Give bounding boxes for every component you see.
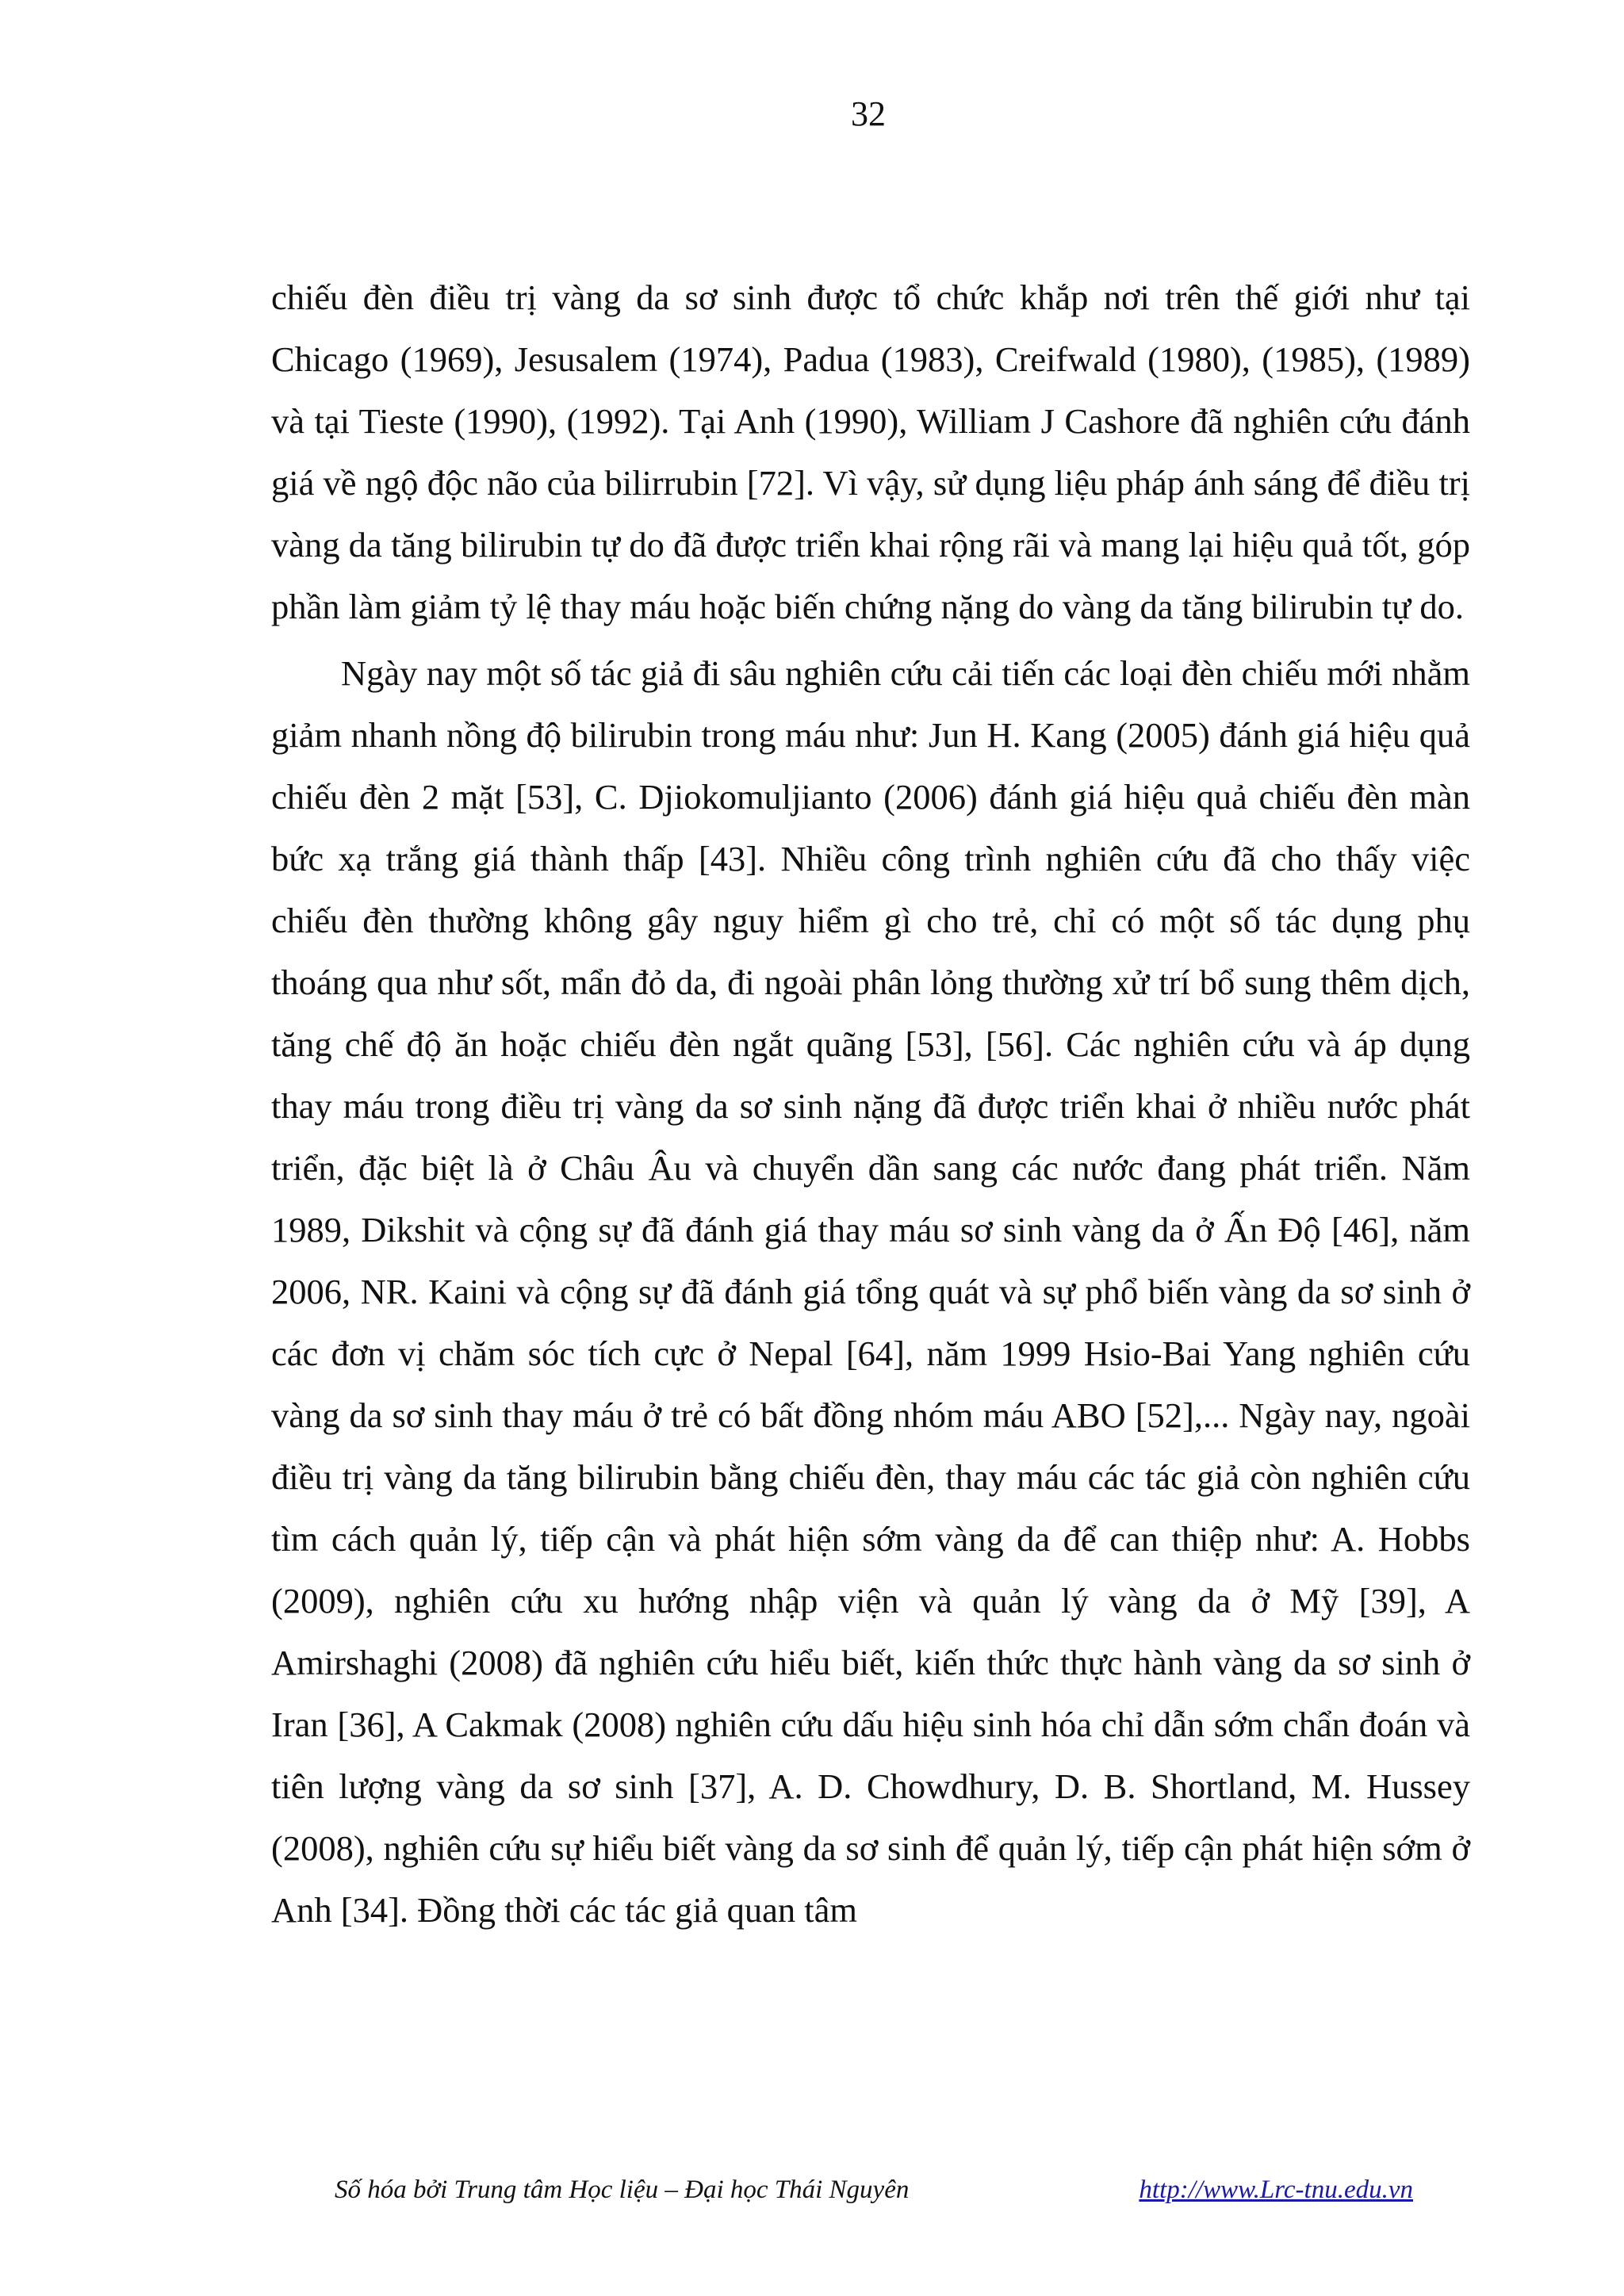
body-paragraph: Ngày nay một số tác giả đi sâu nghiên cứu cải tiến các loại đèn chiếu mới nhằm giảm nhanh nồng độ bilirubin trong máu như: Jun H. Kang (2005) đánh giá hiệu quả chiếu đèn 2 mặt [53], C. Djiokomuljianto (2006) đánh giá hiệu quả chiếu đèn màn bức xạ trắng giá thành thấp [43]. Nhiều công trình nghiên cứu đã cho thấy việc chiếu đèn thường không gây nguy hiểm gì cho trẻ, chỉ có một số tác dụng phụ thoáng qua như sốt, mẩn đỏ da, đi ngoài phân lỏng thường xử trí bổ sung thêm dịch, tăng chế độ ăn hoặc chiếu đèn ngắt quãng [53], [56]. Các nghiên cứu và áp dụng thay máu trong điều trị vàng da sơ sinh nặng đã được triển khai ở nhiều nước phát triển, đặc biệt là ở Châu Âu và chuyển dần sang các nước đang phát triển. Năm 1989, Dikshit và cộng sự đã đánh giá thay máu sơ sinh vàng da ở Ấn Độ [46], năm 2006, NR. Kaini và cộng sự đã đánh giá tổng quát và sự phổ biến vàng da sơ sinh ở các đơn vị chăm sóc tích cực ở Nepal [64], năm 1999 Hsio-Bai Yang nghiên cứu vàng da sơ sinh thay máu ở trẻ có bất đồng nhóm máu ABO [52],... Ngày nay, ngoài điều trị vàng da tăng bilirubin bằng chiếu đèn, thay máu các tác giả còn nghiên cứu tìm cách quản lý, tiếp cận và phát hiện sớm vàng da để can thiệp như: A. Hobbs (2009), nghiên cứu xu hướng nhập viện và quản lý vàng da ở Mỹ [39], A Amirshaghi (2008) đã nghiên cứu hiểu biết, kiến thức thực hành vàng da sơ sinh ở Iran [36], A Cakmak (2008) nghiên cứu dấu hiệu sinh hóa chỉ dẫn sớm chẩn đoán và tiên lượng vàng da sơ sinh [37], A. D. Chowdhury, D. B. Shortland, M. Hussey (2008), nghiên cứu sự hiểu biết vàng da sơ sinh để quản lý, tiếp cận phát hiện sớm ở Anh [34]. Đồng thời các tác giả quan tâm [271,653,1470,1930]
page-footer [335,2177,1413,2203]
page-number: 32 [851,94,886,133]
footer-source-text: Số hóa bởi Trung tâm Học liệu – Đại học Thái Nguyên [335,2175,910,2204]
body-paragraph: chiếu đèn điều trị vàng da sơ sinh được tổ chức khắp nơi trên thế giới như tại Chicago (1969), Jesusalem (1974), Padua (1983), Creifwald (1980), (1985), (1989) và tại Tieste (1990), (1992). Tại Anh (1990), William J Cashore đã nghiên cứu đánh giá về ngộ độc não của bilirrubin [72]. Vì vậy, sử dụng liệu pháp ánh sáng để điều trị vàng da tăng bilirubin tự do đã được triển khai rộng rãi và mang lại hiệu quả tốt, góp phần làm giảm tỷ lệ thay máu hoặc biến chứng nặng do vàng da tăng bilirubin tự do. [271,277,1470,626]
document-body [271,266,1470,1941]
footer-website-link[interactable]: http://www.Lrc-tnu.edu.vn [1139,2175,1413,2204]
